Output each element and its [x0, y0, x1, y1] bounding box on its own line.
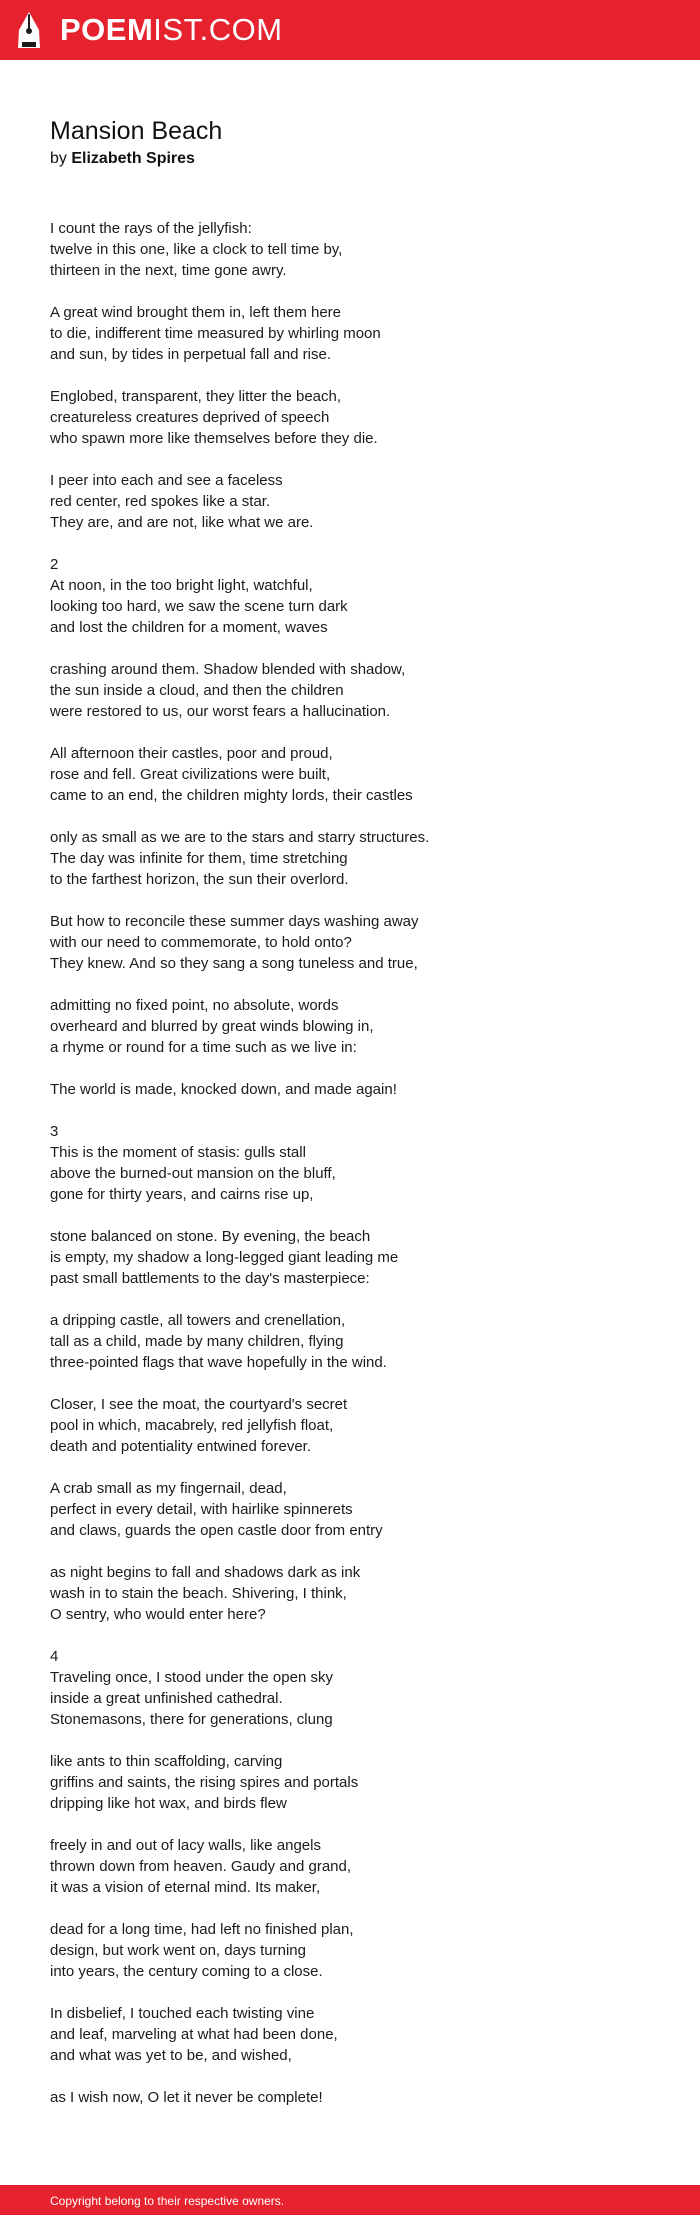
- poem-line: In disbelief, I touched each twisting vine: [50, 2005, 315, 2022]
- poem-title: Mansion Beach: [50, 117, 223, 145]
- stanza: [50, 1226, 670, 1289]
- copyright-notice: Copyright belong to their respective owners.: [50, 2194, 285, 2208]
- poem-line: griffins and saints, the rising spires and portals: [50, 1774, 359, 1791]
- poem-line: twelve in this one, like a clock to tell time by,: [50, 241, 343, 258]
- poem-line: were restored to us, our worst fears a hallucination.: [50, 703, 391, 720]
- poem-line: tall as a child, made by many children, flying: [50, 1333, 344, 1350]
- stanza: [50, 1310, 670, 1373]
- site-header: [0, 0, 700, 60]
- poem-line: and sun, by tides in perpetual fall and rise.: [50, 346, 332, 363]
- site-name: [60, 11, 283, 49]
- stanza: [50, 1919, 670, 1982]
- stanza: [50, 1121, 670, 1205]
- stanza: [50, 827, 670, 890]
- poem-line: with our need to commemorate, to hold onto?: [50, 934, 352, 951]
- stanza: [50, 1835, 670, 1898]
- byline-prefix: by: [50, 150, 67, 167]
- poem-line: the sun inside a cloud, and then the children: [50, 682, 344, 699]
- poem-line: dripping like hot wax, and birds flew: [50, 1795, 287, 1812]
- stanza: [50, 2003, 670, 2066]
- poem-line: A great wind brought them in, left them here: [50, 304, 341, 321]
- poem-line: a dripping castle, all towers and crenellation,: [50, 1312, 346, 1329]
- poem-line: pool in which, macabrely, red jellyfish float,: [50, 1417, 334, 1434]
- poem-line: and what was yet to be, and wished,: [50, 2047, 292, 2064]
- poem-line: I count the rays of the jellyfish:: [50, 220, 252, 237]
- stanza: [50, 302, 670, 365]
- stanza: [50, 2087, 670, 2108]
- poem-line: and lost the children for a moment, waves: [50, 619, 328, 636]
- poem-author: Elizabeth Spires: [71, 150, 195, 167]
- poem-line: creatureless creatures deprived of speech: [50, 409, 330, 426]
- poem-line: I peer into each and see a faceless: [50, 472, 283, 489]
- poem-line: red center, red spokes like a star.: [50, 493, 271, 510]
- poem-line: This is the moment of stasis: gulls stall: [50, 1144, 306, 1161]
- poem-line: They knew. And so they sang a song tuneless and true,: [50, 955, 418, 972]
- poem-line: thrown down from heaven. Gaudy and grand,: [50, 1858, 352, 1875]
- poem-line: The day was infinite for them, time stretching: [50, 850, 348, 867]
- poem-line: crashing around them. Shadow blended with shadow,: [50, 661, 406, 678]
- poem-line: past small battlements to the day's masterpiece:: [50, 1270, 370, 1287]
- poem-line: as night begins to fall and shadows dark as ink: [50, 1564, 361, 1581]
- poem-line: to die, indifferent time measured by whirling moon: [50, 325, 381, 342]
- site-logo[interactable]: [16, 11, 283, 49]
- pen-nib-icon: [16, 11, 42, 49]
- stanza: [50, 911, 670, 974]
- poem-line: Traveling once, I stood under the open sky: [50, 1669, 333, 1686]
- site-footer: [0, 2185, 700, 2215]
- poem-line: to the farthest horizon, the sun their overlord.: [50, 871, 349, 888]
- poem-line: perfect in every detail, with hairlike spinnerets: [50, 1501, 353, 1518]
- poem-line: The world is made, knocked down, and made again!: [50, 1081, 397, 1098]
- poem-line: 4: [50, 1648, 59, 1665]
- byline: [50, 147, 195, 171]
- poem-line: gone for thirty years, and cairns rise up,: [50, 1186, 314, 1203]
- stanza: [50, 995, 670, 1058]
- poem-line: O sentry, who would enter here?: [50, 1606, 266, 1623]
- stanza: [50, 470, 670, 533]
- poem-line: death and potentiality entwined forever.: [50, 1438, 312, 1455]
- poem-line: freely in and out of lacy walls, like angels: [50, 1837, 321, 1854]
- poem-line: as I wish now, O let it never be complete!: [50, 2089, 323, 2106]
- stanza: [50, 1751, 670, 1814]
- stanza: [50, 218, 670, 281]
- poem-line: At noon, in the too bright light, watchful,: [50, 577, 313, 594]
- poem-line: A crab small as my fingernail, dead,: [50, 1480, 287, 1497]
- poem-line: thirteen in the next, time gone awry.: [50, 262, 287, 279]
- poem-line: inside a great unfinished cathedral.: [50, 1690, 283, 1707]
- poem-line: three-pointed flags that wave hopefully in the wind.: [50, 1354, 387, 1371]
- poem-line: rose and fell. Great civilizations were built,: [50, 766, 331, 783]
- poem-line: it was a vision of eternal mind. Its maker,: [50, 1879, 321, 1896]
- stanza: [50, 1394, 670, 1457]
- poem-body: [50, 218, 670, 2129]
- stanza: [50, 554, 670, 638]
- poem-line: stone balanced on stone. By evening, the beach: [50, 1228, 371, 1245]
- poem-line: Stonemasons, there for generations, clung: [50, 1711, 333, 1728]
- poem-line: 3: [50, 1123, 59, 1140]
- poem-line: came to an end, the children mighty lords, their castles: [50, 787, 413, 804]
- poem-line: and leaf, marveling at what had been done,: [50, 2026, 338, 2043]
- site-name-light: IST.COM: [153, 12, 283, 47]
- stanza: [50, 386, 670, 449]
- poem-line: only as small as we are to the stars and starry structures.: [50, 829, 430, 846]
- stanza: [50, 1079, 670, 1100]
- poem-line: into years, the century coming to a close.: [50, 1963, 323, 1980]
- stanza: [50, 743, 670, 806]
- poem-line: looking too hard, we saw the scene turn dark: [50, 598, 348, 615]
- site-name-bold: POEM: [60, 12, 154, 47]
- poem-line: and claws, guards the open castle door from entry: [50, 1522, 383, 1539]
- poem-line: All afternoon their castles, poor and proud,: [50, 745, 333, 762]
- poem-line: like ants to thin scaffolding, carving: [50, 1753, 283, 1770]
- poem-line: is empty, my shadow a long-legged giant leading me: [50, 1249, 399, 1266]
- poem-line: overheard and blurred by great winds blowing in,: [50, 1018, 374, 1035]
- poem-line: a rhyme or round for a time such as we live in:: [50, 1039, 357, 1056]
- stanza: [50, 1562, 670, 1625]
- stanza: [50, 1646, 670, 1730]
- poem-line: admitting no fixed point, no absolute, words: [50, 997, 339, 1014]
- poem-line: Englobed, transparent, they litter the beach,: [50, 388, 342, 405]
- poem-line: dead for a long time, had left no finished plan,: [50, 1921, 354, 1938]
- poem-line: above the burned-out mansion on the bluff,: [50, 1165, 336, 1182]
- stanza: [50, 659, 670, 722]
- poem-line: Closer, I see the moat, the courtyard's secret: [50, 1396, 348, 1413]
- stanza: [50, 1478, 670, 1541]
- poem-line: But how to reconcile these summer days washing away: [50, 913, 419, 930]
- poem-line: They are, and are not, like what we are.: [50, 514, 314, 531]
- poem-line: design, but work went on, days turning: [50, 1942, 306, 1959]
- poem-line: 2: [50, 556, 59, 573]
- poem-line: wash in to stain the beach. Shivering, I think,: [50, 1585, 347, 1602]
- poem-line: who spawn more like themselves before they die.: [50, 430, 378, 447]
